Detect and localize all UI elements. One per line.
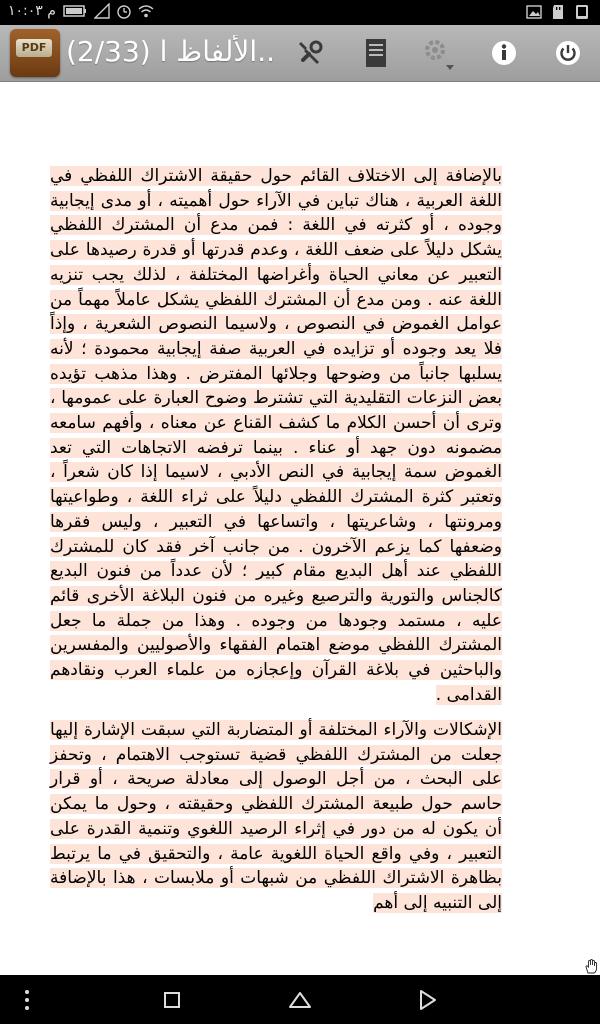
sd-card-icon [550,4,566,20]
settings-button[interactable] [420,35,456,71]
navigation-bar [0,975,600,1024]
status-bar [0,0,600,25]
power-button[interactable] [550,35,586,71]
pdf-page-view[interactable] [0,82,600,975]
pdf-app-icon-label: PDF [16,39,52,57]
info-icon [490,39,518,67]
hand-cursor-icon [583,958,599,974]
status-right [526,4,590,20]
home-button[interactable] [287,987,313,1013]
power-icon [554,39,582,67]
paragraph-2 [50,718,502,916]
signal-icon [94,3,110,19]
pdf-app-icon[interactable] [10,29,60,77]
alarm-icon [116,3,132,19]
info-button[interactable] [486,35,522,71]
status-left [8,3,154,19]
app-bar [0,25,600,82]
menu-button[interactable] [14,987,40,1013]
tools-button[interactable] [292,35,328,71]
status-time: م ١٠:٠٣ [8,3,56,19]
recent-apps-icon [159,987,185,1013]
back-button[interactable] [414,987,440,1013]
tablet-notification-icon [574,4,590,20]
paragraph-1-text: بالإضافة إلى الاختلاف القائم حول حقيقة الاشتراك اللفظي في اللغة العربية ، هناك تباين في الآراء حول أهميته ، أو مدى إيجابية وجوده ، أو كثرته في اللغة : فمن مدع أن المشترك اللفظي يشكل دليلاً على ضعف اللغة ، وعدم قدرتها أو قدرة رصيدها على التعبير عن معاني الحياة وأغراضها المختلفة ، لذلك يجب تنزيه اللغة عنه . ومن مدع أن المشترك اللفظي يشكل عاملاً مهماً من عوامل الغموض في النصوص ، ولاسيما النصوص الشعرية ، وإذاً فلا يعد وجوده أو تزايده في العربية صفة إيجابية محمودة ؛ لأنه يسلبها جانباً من وضوحها وجلائها المفترض . وهذا مذهب تؤيده بعض النزعات التقليدية التي تشترط وضوح العبارة على عمومها ، وترى أن أحسن الكلام ما كشف القناع عن معناه ، وأفهم سامعه مضمونه دون جهد أو عناء . بينما ترفضه الاتجاهات التي تعد الغموض سمة إيجابية في النص الأدبي ، لاسيما إذا كان شعراً ، وتعتبر كثرة المشترك اللفظي دليلاً على ثراء اللغة ، وطواعيتها ومرونتها ، وشاعريتها ، واتساعها في التعبير ، وليس فقرها وضعفها كما يزعم الآخرون . من جانب آخر فقد كان للمشترك اللفظي عند أهل البديع مقام كبير ؛ لأن عدداً من فنون البديع كالجناس والتورية والترصيع وغيره من فنون البلاغة الأخرى قائم عليه ، مستمد وجودها من وجوده . وهذا من جملة ما جعل المشترك اللفظي موضع اهتمام الفقهاء والأصوليين والمفسرين والباحثين في بلاغة القرآن وإعجازه من علماء العرب ونقادهم القدامى . [50,166,502,705]
tools-icon [295,38,325,68]
paragraph-1 [50,164,502,707]
home-icon [287,987,313,1013]
bookmark-button[interactable] [358,35,394,71]
document-title: (2/33) الألفاظ ا.. [66,35,275,68]
bookmark-icon [362,37,390,69]
wifi-icon [138,3,154,19]
battery-icon [62,3,88,19]
recent-apps-button[interactable] [159,987,185,1013]
menu-dots-icon [14,987,40,1013]
settings-icon [420,35,456,71]
paragraph-2-text: الإشكالات والآراء المختلفة أو المتضاربة التي سبقت الإشارة إليها جعلت من المشترك اللفظي قضية تستوجب الاهتمام ، وتحفز على البحث ، من أجل الوصول إلى معادلة صريحة ، أو قرار حاسم حول طبيعة المشترك اللفظي وحقيقته ، وحول ما يمكن أن يكون له من دور في إثراء الرصيد اللغوي وتنمية القدرة على التعبير ، وفي واقع الحياة اللغوية عامة ، والتحقيق في ما يرتبط بظاهرة الاشتراك اللفظي من شبهات أو ملابسات ، هذا بالإضافة إلى التنبيه إلى أهم [50,720,502,913]
back-icon [414,987,440,1013]
image-notification-icon [526,4,542,20]
